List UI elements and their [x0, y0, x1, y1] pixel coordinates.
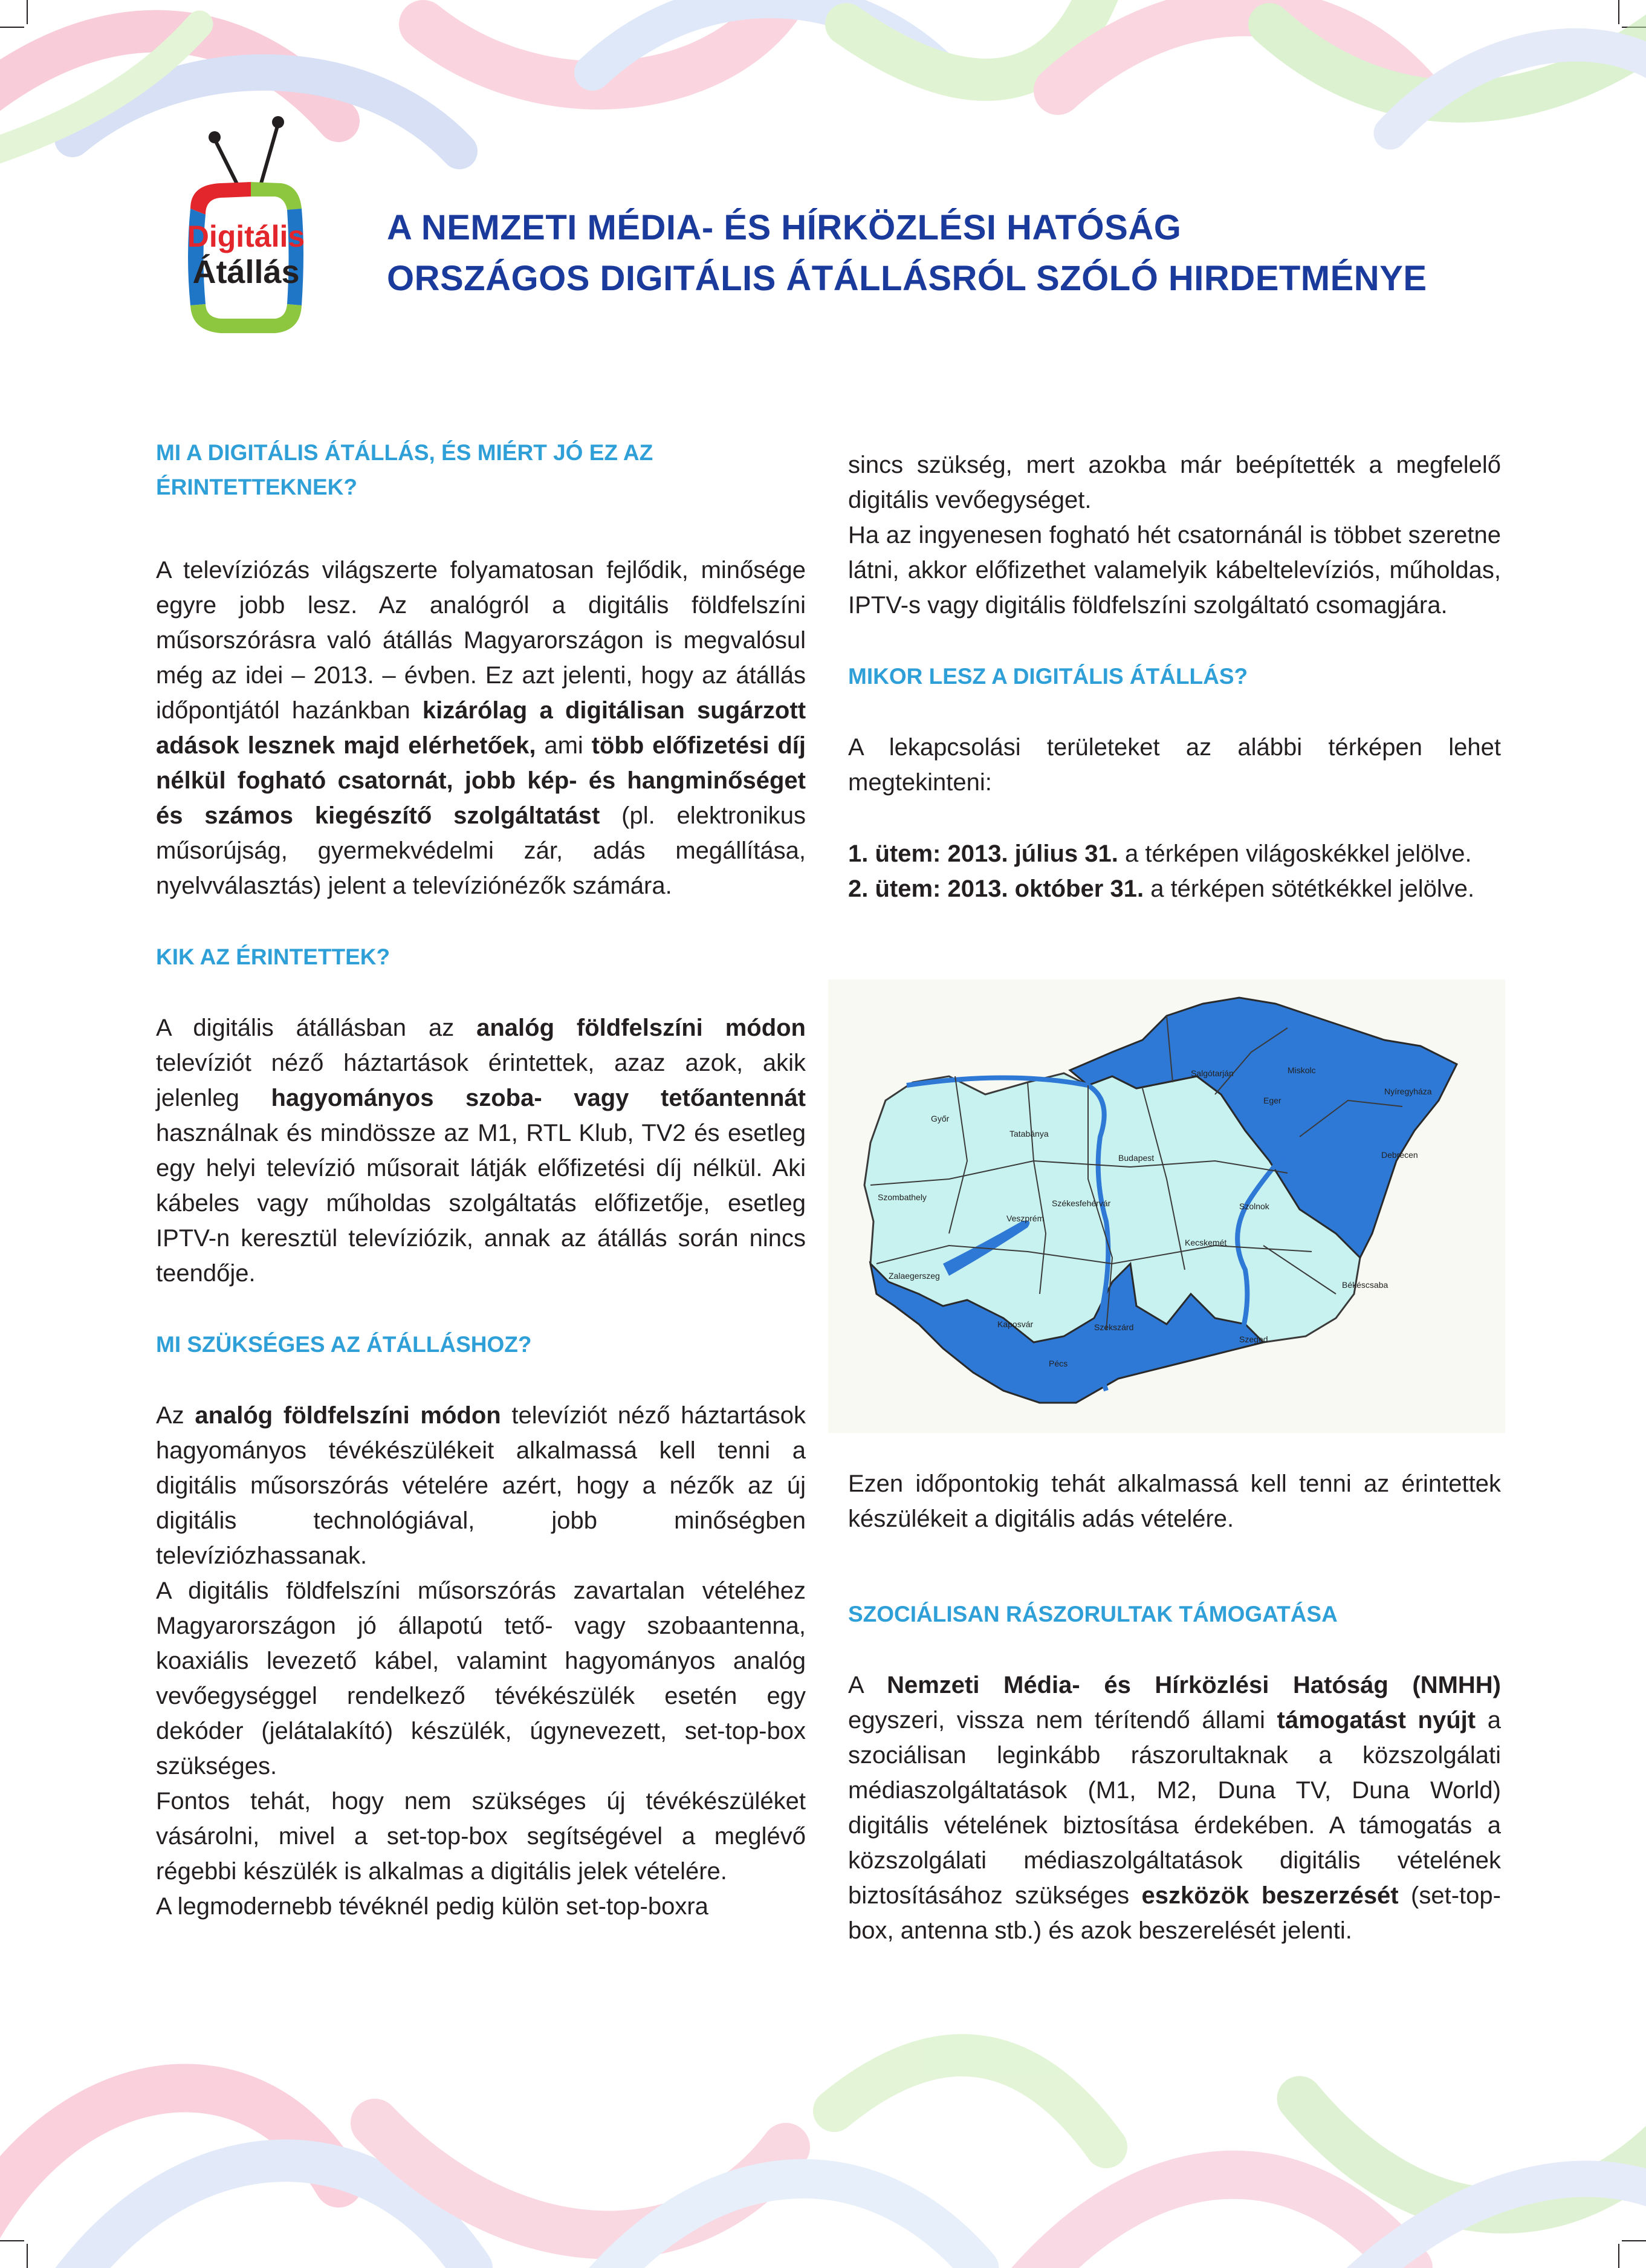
paragraph-support: A Nemzeti Média- és Hírközlési Hatóság (NMHH) egyszeri, vissza nem térítendő állami támogatást nyújt a szociálisan leginkább rászorultaknak a közszolgálati médiaszolgáltatások (M1, M2, Duna TV, Duna World) digitális vételének biztosítása érdekében. A támogatás a közszolgálati médiaszolgáltatások digitális vételének biztosításához szükséges eszközök beszerzését (set-top-box, antenna stb.) és azok beszerelését jelenti.	[848, 1672, 1502, 1944]
city-kaposvar: Kaposvár	[997, 1319, 1034, 1329]
section-heading-who: KIK AZ ÉRINTETTEK?	[156, 944, 390, 969]
logo-text-line1: Digitális	[187, 219, 305, 253]
paragraph-when: A lekapcsolási területeket az alábbi térképen lehet megtekinteni:	[848, 734, 1501, 796]
phase-2-line: 2. ütem: 2013. október 31. a térképen sötétkékkel jelölve.	[848, 876, 1475, 902]
city-szekesfehervar: Székesfehérvár	[1052, 1198, 1111, 1208]
map-svg	[828, 980, 1505, 1433]
left-column	[156, 435, 806, 1924]
paragraph-requirements-1: Az analóg földfelszíni módon televíziót néző háztartások hagyományos tévékészülékeit alkalmassá kell tenni a digitális műsorszórás vételére azért, hogy a nézők az új digitális technológiával, jobb minőségben televíziózhassanak.	[156, 1402, 806, 1569]
page-title	[387, 203, 1427, 304]
paragraph-continued: sincs szükség, mert azokba már beépítették a megfelelő digitális vevőegységet.	[848, 452, 1501, 513]
city-zalaegerszeg: Zalaegerszeg	[889, 1271, 940, 1281]
right-column-top	[848, 447, 1501, 906]
paragraph-after-map: Ezen időpontokig tehát alkalmassá kell tenni az érintettek készülékeit a digitális adás vételére.	[848, 1470, 1501, 1532]
section-heading-what-is: MI A DIGITÁLIS ÁTÁLLÁS, ÉS MIÉRT JÓ EZ AZ ÉRINTETTEKNEK?	[156, 440, 653, 499]
hungary-switchover-map	[828, 980, 1505, 1433]
city-miskolc: Miskolc	[1288, 1065, 1316, 1075]
city-budapest: Budapest	[1118, 1153, 1155, 1163]
city-salgotarjan: Salgótarján	[1191, 1068, 1234, 1078]
phase-1-line: 1. ütem: 2013. július 31. a térképen világoskékkel jelölve.	[848, 840, 1472, 867]
paragraph-what-is: A televíziózás világszerte folyamatosan fejlődik, minősége egyre jobb lesz. Az analógról a digitális földfelszíni műsorszórásra való átállás Magyarországon is megvalósul még az idei – 2013. – évben. Ez azt jelenti, hogy az átállás időpontjától hazánkban kizárólag a digitálisan sugárzott adások lesznek majd elérhetőek, ami több előfizetési díj nélkül fogható csatornát, jobb kép- és hangminőséget és számos kiegészítő szolgáltatást (pl. elektronikus műsorújság, gyermekvédelmi zár, adás megállítása, nyelvválasztás) jelent a televíziónézők számára.	[156, 557, 806, 899]
city-debrecen: Debrecen	[1381, 1150, 1418, 1160]
paragraph-who: A digitális átállásban az analóg földfelszíni módon televíziót néző háztartások érintettek, azaz azok, akik jelenleg hagyományos szoba- vagy tetőantennát használnak és mindössze az M1, RTL Klub, TV2 és esetleg egy helyi televízió műsorait látják előfizetési díj nélkül. Aki kábeles vagy műholdas szolgáltatás előfizetője, esetleg IPTV-n keresztül televíziózik, annak az átállás során nincs teendője.	[156, 1015, 806, 1287]
city-nyiregyhaza: Nyíregyháza	[1384, 1087, 1432, 1096]
city-szekszard: Szekszárd	[1094, 1322, 1134, 1332]
city-gyor: Győr	[931, 1114, 950, 1123]
paragraph-requirements-2: A digitális földfelszíni műsorszórás zavartalan vételéhez Magyarországon jó állapotú tető- vagy szobaantenna, koaxiális levezető kábel, valamint hagyományos analóg vevőegységgel rendelkező tévékészülék esetén egy dekóder (jelátalakító) készülék, úgynevezett, set-top-box szükséges.	[156, 1578, 806, 1779]
city-veszprem: Veszprém	[1006, 1214, 1045, 1223]
city-kecskemet: Kecskemét	[1185, 1238, 1227, 1247]
paragraph-requirements-3: Fontos tehát, hogy nem szükséges új tévékészüléket vásárolni, mivel a set-top-box segítségével a meglévő régebbi készülék is alkalmas a digitális jelek vételére.	[156, 1788, 806, 1885]
right-column-bottom	[848, 1466, 1501, 1948]
city-szombathely: Szombathely	[878, 1192, 927, 1202]
paragraph-requirements-4: A legmodernebb tévéknél pedig külön set-top-boxra	[156, 1893, 708, 1920]
digitalis-atallas-logo	[154, 106, 360, 372]
city-szeged: Szeged	[1239, 1334, 1268, 1344]
city-szolnok: Szolnok	[1239, 1201, 1269, 1211]
paragraph-subscription: Ha az ingyenesen fogható hét csatornánál is többet szeretne látni, akkor előfizethet valamelyik kábeltelevíziós, műholdas, IPTV-s vagy digitális földfelszíni szolgáltató csomagjára.	[848, 522, 1501, 619]
logo-text-line2: Átállás	[192, 254, 300, 290]
city-tatabanya: Tatabánya	[1009, 1129, 1049, 1139]
city-bekescsaba: Békéscsaba	[1342, 1280, 1388, 1290]
title-line-1: A NEMZETI MÉDIA- ÉS HÍRKÖZLÉSI HATÓSÁG	[387, 208, 1182, 247]
section-heading-requirements: MI SZÜKSÉGES AZ ÁTÁLLÁSHOZ?	[156, 1332, 532, 1357]
section-heading-support: SZOCIÁLISAN RÁSZORULTAK TÁMOGATÁSA	[848, 1602, 1338, 1626]
title-line-2: ORSZÁGOS DIGITÁLIS ÁTÁLLÁSRÓL SZÓLÓ HIRDETMÉNYE	[387, 259, 1427, 298]
section-heading-when: MIKOR LESZ A DIGITÁLIS ÁTÁLLÁS?	[848, 664, 1248, 689]
city-eger: Eger	[1263, 1096, 1281, 1105]
city-pecs: Pécs	[1049, 1359, 1068, 1368]
